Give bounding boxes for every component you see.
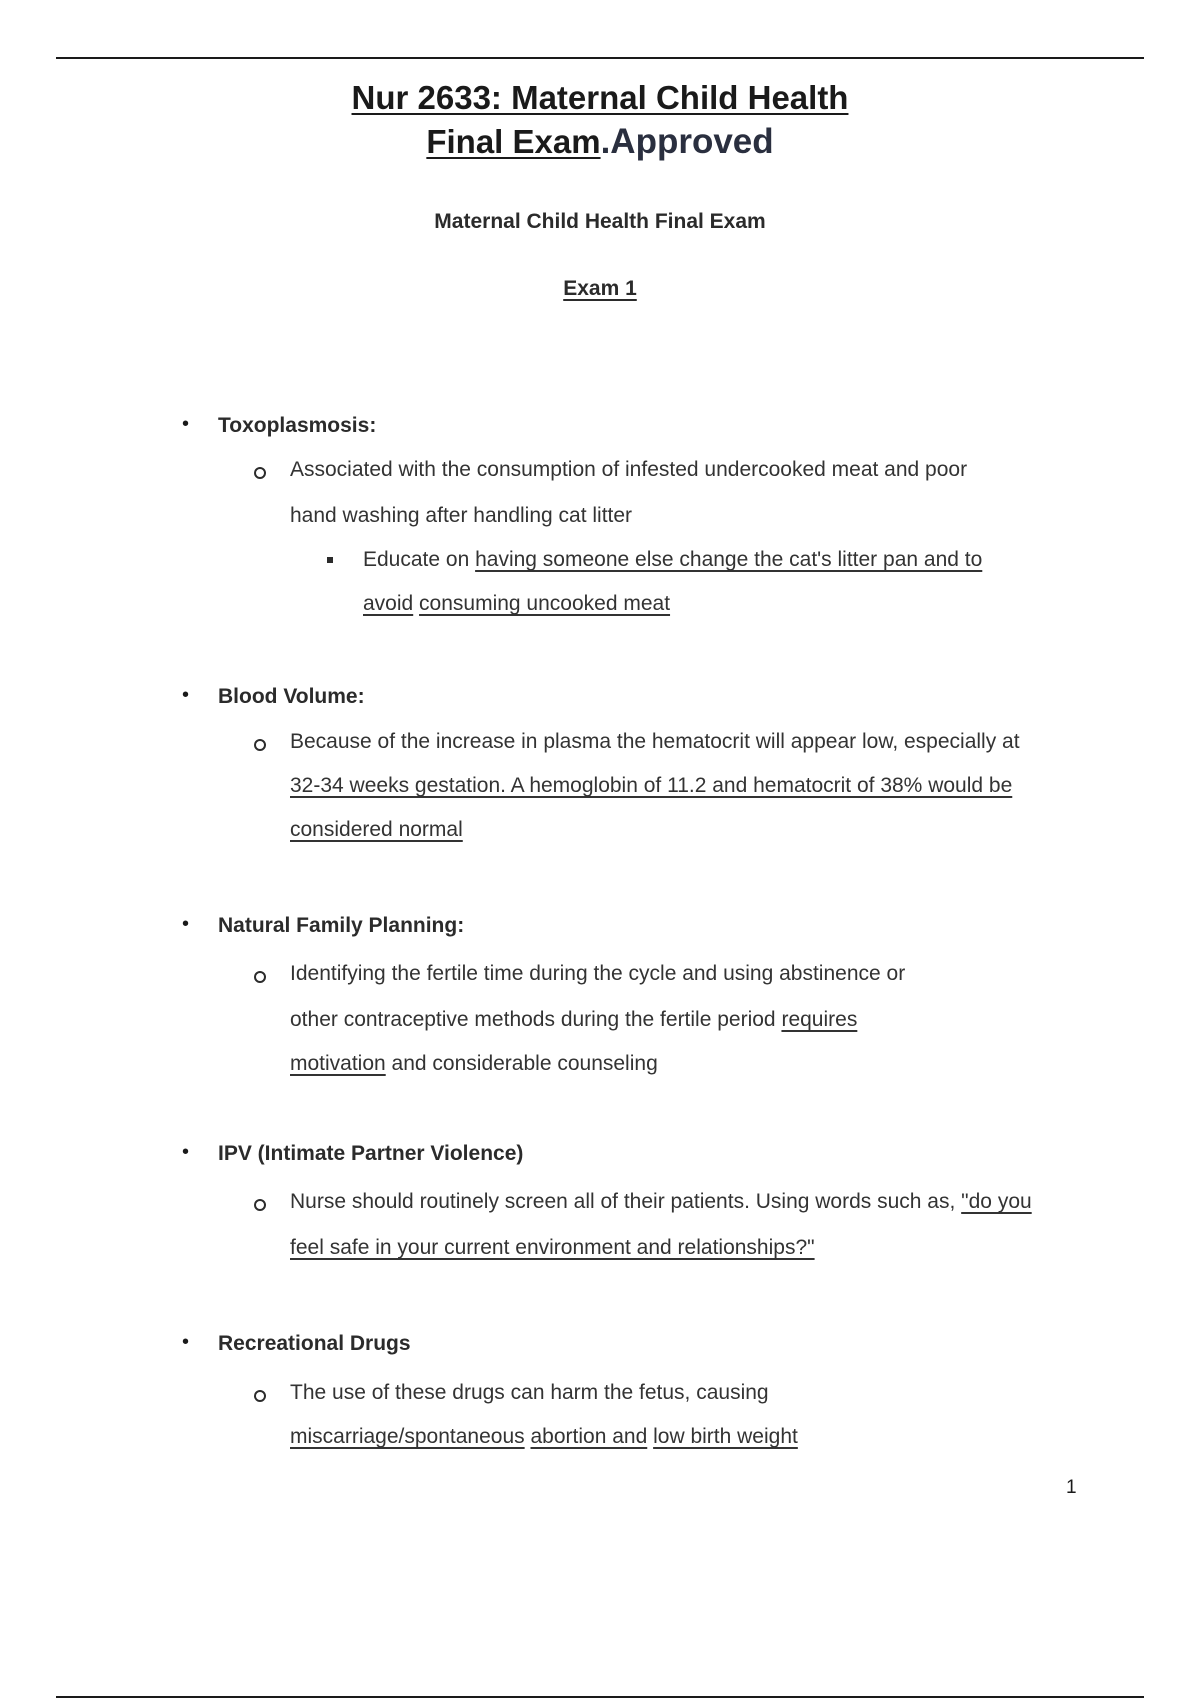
top-rule: [56, 57, 1144, 59]
bullet-icon: •: [182, 913, 190, 935]
exam-label: Exam 1: [563, 277, 637, 300]
title-line1: Nur 2633: Maternal Child Health: [351, 79, 849, 116]
title-line2-underlined: Final Exam: [426, 123, 601, 160]
bullet-icon: •: [182, 1141, 190, 1163]
circle-bullet-icon: [254, 1199, 266, 1211]
document-title: [0, 76, 1200, 164]
circle-bullet-icon: [254, 971, 266, 983]
document-subtitle: Maternal Child Health Final Exam: [434, 210, 766, 233]
section-heading-blood-volume: Blood Volume:: [218, 685, 365, 708]
square-bullet-icon: [327, 557, 333, 563]
drugs-line-2-underlined-1: miscarriage/spontaneous: [290, 1425, 525, 1448]
drugs-line-2-underlined-3: low birth weight: [653, 1425, 798, 1448]
section-heading-recreational-drugs: Recreational Drugs: [218, 1332, 411, 1355]
nfp-line-3: [290, 1052, 658, 1076]
drugs-line-2: [290, 1425, 798, 1449]
bullet-icon: •: [182, 413, 190, 435]
ipv-line-1: [290, 1190, 1032, 1214]
nfp-line-2-prefix: other contraceptive methods during the fertile period: [290, 1008, 782, 1031]
toxo-educate-underlined-2: avoid: [363, 592, 414, 615]
nfp-line-3-suffix: and considerable counseling: [385, 1052, 658, 1075]
toxo-educate-underlined-3: consuming uncooked meat: [419, 592, 671, 615]
ipv-line-1-underlined: "do you: [961, 1190, 1032, 1213]
circle-bullet-icon: [254, 467, 266, 479]
nfp-line-3-underlined: motivation: [290, 1052, 386, 1075]
nfp-line-1: Identifying the fertile time during the cycle and using abstinence or: [290, 962, 906, 985]
drugs-line-1: The use of these drugs can harm the fetus, causing: [290, 1381, 769, 1404]
ipv-line-2: feel safe in your current environment and relationships?": [290, 1236, 815, 1259]
section-heading-natural-family-planning: Natural Family Planning:: [218, 914, 465, 937]
toxo-educate-line-2: [363, 592, 670, 616]
toxo-educate-underlined-1: having someone else change the cat's litter pan and to: [475, 548, 983, 571]
circle-bullet-icon: [254, 739, 266, 751]
ipv-line-1-prefix: Nurse should routinely screen all of their patients. Using words such as,: [290, 1190, 962, 1213]
bullet-icon: •: [182, 1331, 190, 1353]
section-heading-toxoplasmosis: Toxoplasmosis:: [218, 414, 377, 437]
toxo-educate-prefix: Educate on: [363, 548, 476, 571]
toxo-line-2: hand washing after handling cat litter: [290, 504, 633, 527]
blood-line-2: 32-34 weeks gestation. A hemoglobin of 11.2 and hematocrit of 38% would be: [290, 774, 1013, 797]
blood-line-3: considered normal: [290, 818, 463, 841]
nfp-line-2: [290, 1008, 857, 1032]
page-number: 1: [1066, 1477, 1077, 1498]
toxo-educate-line-1: [363, 548, 982, 572]
section-heading-ipv: IPV (Intimate Partner Violence): [218, 1142, 524, 1165]
blood-line-1: Because of the increase in plasma the hematocrit will appear low, especially at: [290, 730, 1020, 753]
bottom-rule: [56, 1696, 1144, 1698]
nfp-line-2-underlined: requires: [781, 1008, 858, 1031]
drugs-line-2-underlined-2: abortion and: [530, 1425, 648, 1448]
bullet-icon: •: [182, 684, 190, 706]
toxo-line-1: Associated with the consumption of infested undercooked meat and poor: [290, 458, 968, 481]
title-line2-suffix: .Approved: [600, 122, 774, 161]
circle-bullet-icon: [254, 1390, 266, 1402]
